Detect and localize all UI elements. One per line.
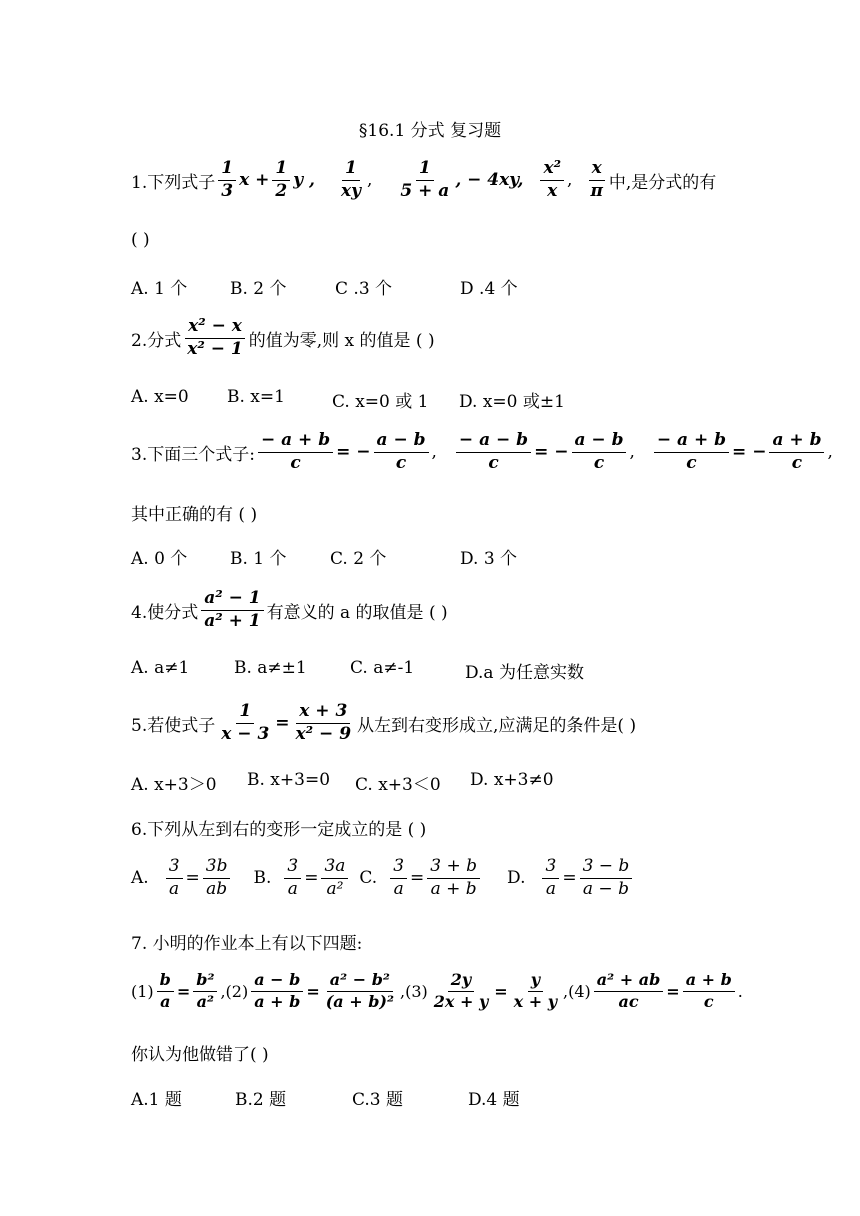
q1-option-d[interactable]: D .4 个 xyxy=(460,279,518,299)
question-5-stem: 5.若使式子 $\frac{1}{x - 3}$ = $\frac{x + 3}{\text{x² − 9}}$ 从左到右变形成立,应满足的条件是( ) xyxy=(131,701,637,744)
q7-problems: (1) $\frac{b}{a}$ = $\frac{\text{b²}}{\text{a²}}$ ,(2) $\frac{a - b}{a + b}$ = $\frac{\text{a² − b²}}{\text{(a + b)²}}$ ,(3) $\frac{2y}{2x + y}$ = $\frac{y}{x + y}$ ,(4) $\frac{\text{a² + ab}}{ac}$ = $\frac{a + b}{c}$ . xyxy=(131,970,743,1011)
q7-option-a[interactable]: A.1 题 xyxy=(131,1090,182,1110)
q2-frac: $\frac{\text{x² − x}}{\text{x² − 1}}$ xyxy=(184,318,246,359)
q1-var-y: y , xyxy=(293,170,315,191)
question-6-stem: 6.下列从左到右的变形一定成立的是 ( ) xyxy=(131,820,427,840)
q1-frac-3: $\frac{1}{xy}$ xyxy=(340,158,361,201)
q7-p3-label: ,(3) xyxy=(399,981,428,1001)
q3-option-b[interactable]: B. 1 个 xyxy=(230,549,287,569)
q5-stem-end: 从左到右变形成立,应满足的条件是( ) xyxy=(357,715,637,736)
q5-option-c[interactable]: C. x+3＜0 xyxy=(355,775,441,795)
q1-frac-1: $\frac{1}{3}$ xyxy=(218,160,236,201)
q1-paren: ( ) xyxy=(131,230,150,250)
q2-option-a[interactable]: A. x=0 xyxy=(131,387,189,407)
q4-option-b[interactable]: B. a≠±1 xyxy=(234,658,307,678)
q1-var-x: x + xyxy=(239,170,270,191)
q7-option-b[interactable]: B.2 题 xyxy=(235,1090,287,1110)
q7-p1-right: $\frac{\text{b²}}{\text{a²}}$ xyxy=(193,972,217,1011)
q3-e1-right: $\frac{a - b}{c}$ xyxy=(374,432,429,473)
q6-c-right: $\frac{3 + b}{a + b}$ xyxy=(427,858,480,899)
q1-option-b[interactable]: B. 2 个 xyxy=(230,279,287,299)
q4-stem-end: 有意义的 a 的取值是 ( ) xyxy=(266,602,448,623)
q1-frac-4: $\frac{1}{5 + a}$ xyxy=(400,158,450,201)
q6-a-right: $\frac{3b}{ab}$ xyxy=(203,858,231,899)
q1-frac-6: $\frac{x}{\pi}$ xyxy=(590,158,603,201)
q3-stem-start: 3.下面三个式子: xyxy=(131,444,255,465)
q1-option-a[interactable]: A. 1 个 xyxy=(131,279,188,299)
q3-option-a[interactable]: A. 0 个 xyxy=(131,549,188,569)
q4-option-c[interactable]: C. a≠-1 xyxy=(350,658,415,678)
q6-d-left: $\frac{3}{a}$ xyxy=(542,858,559,899)
q2-option-b[interactable]: B. x=1 xyxy=(227,387,285,407)
q7-option-d[interactable]: D.4 题 xyxy=(468,1090,520,1110)
q6-options: A. $\frac{3}{a}$ = $\frac{3b}{ab}$ B. $\frac{3}{a}$ = $\frac{3a}{\text{a²}}$ C. $\frac{3}{a}$ = $\frac{3 + b}{a + b}$ D. $\frac{3}{a}$ = $\frac{3 - b}{a - b}$ xyxy=(131,858,635,899)
q6-option-d[interactable]: D. xyxy=(507,868,526,889)
q2-option-c[interactable]: C. x=0 或 1 xyxy=(332,392,429,412)
q1-stem-end: 中,是分式的有 xyxy=(608,172,717,193)
question-2-stem xyxy=(131,318,435,359)
q7-p1-label: (1) xyxy=(131,981,154,1001)
q6-b-left: $\frac{3}{a}$ xyxy=(284,858,301,899)
q5-option-d[interactable]: D. x+3≠0 xyxy=(470,770,554,790)
q7-p2-label: ,(2) xyxy=(220,981,249,1001)
q7-p4-label: ,(4) xyxy=(563,981,591,1001)
q3-e3-right: $\frac{a + b}{c}$ xyxy=(769,432,824,473)
q4-option-d[interactable]: D.a 为任意实数 xyxy=(465,663,584,683)
q5-right-frac: $\frac{x + 3}{\text{x² − 9}}$ xyxy=(295,701,352,744)
q6-option-a[interactable]: A. xyxy=(131,868,149,889)
q3-line2: 其中正确的有 ( ) xyxy=(131,505,258,525)
q7-option-c[interactable]: C.3 题 xyxy=(352,1090,404,1110)
q6-c-left: $\frac{3}{a}$ xyxy=(390,858,407,899)
q2-stem-end: 的值为零,则 x 的值是 ( ) xyxy=(248,330,435,351)
question-4-stem xyxy=(131,590,448,631)
page-title: §16.1 分式 复习题 xyxy=(358,121,502,141)
q7-p3-right: $\frac{y}{x + y}$ xyxy=(513,970,558,1011)
q6-a-left: $\frac{3}{a}$ xyxy=(166,858,183,899)
q6-b-right: $\frac{3a}{\text{a²}}$ xyxy=(321,858,348,899)
q7-p3-left: $\frac{2y}{2x + y}$ xyxy=(433,970,489,1011)
q7-p2-left: $\frac{a - b}{a + b}$ xyxy=(251,972,303,1011)
question-7-stem: 7. 小明的作业本上有以下四题: xyxy=(131,934,363,954)
q7-p2-right: $\frac{\text{a² − b²}}{\text{(a + b)²}}$ xyxy=(325,970,394,1011)
q1-option-c[interactable]: C .3 个 xyxy=(335,279,393,299)
q3-e2-left: $\frac{- a - b}{c}$ xyxy=(456,432,531,473)
q7-p4-left: $\frac{\text{a² + ab}}{ac}$ xyxy=(594,972,663,1011)
question-3-stem: 3.下面三个式子: $\frac{- a + b}{c}$ = − $\frac{a - b}{c}$ , $\frac{- a - b}{c}$ = − $\frac{a - b}{c}$ , $\frac{- a + b}{c}$ = − $\frac{a + b}{c}$ , xyxy=(131,430,833,473)
q4-frac: $\frac{\text{a² − 1}}{\text{a² + 1}}$ xyxy=(201,590,263,631)
q2-stem-start: 2.分式 xyxy=(131,330,182,351)
q1-frac-2: $\frac{1}{2}$ xyxy=(272,160,290,201)
q6-option-b[interactable]: B. xyxy=(253,868,272,889)
q5-stem-start: 5.若使式子 xyxy=(131,715,216,736)
q1-mid-term: , − 4xy, xyxy=(455,170,524,191)
q3-e3-left: $\frac{- a + b}{c}$ xyxy=(654,432,729,473)
q5-option-a[interactable]: A. x+3＞0 xyxy=(131,775,217,795)
q2-option-d[interactable]: D. x=0 或±1 xyxy=(459,392,565,412)
q6-d-right: $\frac{3 - b}{a - b}$ xyxy=(580,858,633,899)
q7-line2: 你认为他做错了( ) xyxy=(131,1045,269,1065)
q1-stem-start: 1.下列式子 xyxy=(131,172,216,193)
q7-p1-left: $\frac{b}{a}$ xyxy=(157,972,174,1011)
q4-stem-start: 4.使分式 xyxy=(131,602,199,623)
q6-option-c[interactable]: C. xyxy=(359,868,378,889)
q3-e2-right: $\frac{a - b}{c}$ xyxy=(572,432,627,473)
q1-frac-5: $\frac{\text{x²}}{x}$ xyxy=(540,160,564,201)
q3-option-c[interactable]: C. 2 个 xyxy=(330,549,387,569)
q5-left-frac: $\frac{1}{x - 3}$ xyxy=(221,701,270,744)
q7-p4-right: $\frac{a + b}{c}$ xyxy=(683,972,735,1011)
q4-option-a[interactable]: A. a≠1 xyxy=(131,658,190,678)
q3-option-d[interactable]: D. 3 个 xyxy=(460,549,518,569)
q3-e1-left: $\frac{- a + b}{c}$ xyxy=(258,432,333,473)
question-1-stem: 1.下列式子 $\frac{1}{3}$ x + $\frac{1}{2}$ y , $\frac{1}{xy}$ , $\frac{1}{5 + a}$ , − 4xy, $\frac{\text{x²}}{x}$ , $\frac{x}{\pi}$ 中,是分式的有 xyxy=(131,158,717,201)
q5-option-b[interactable]: B. x+3=0 xyxy=(247,770,331,790)
